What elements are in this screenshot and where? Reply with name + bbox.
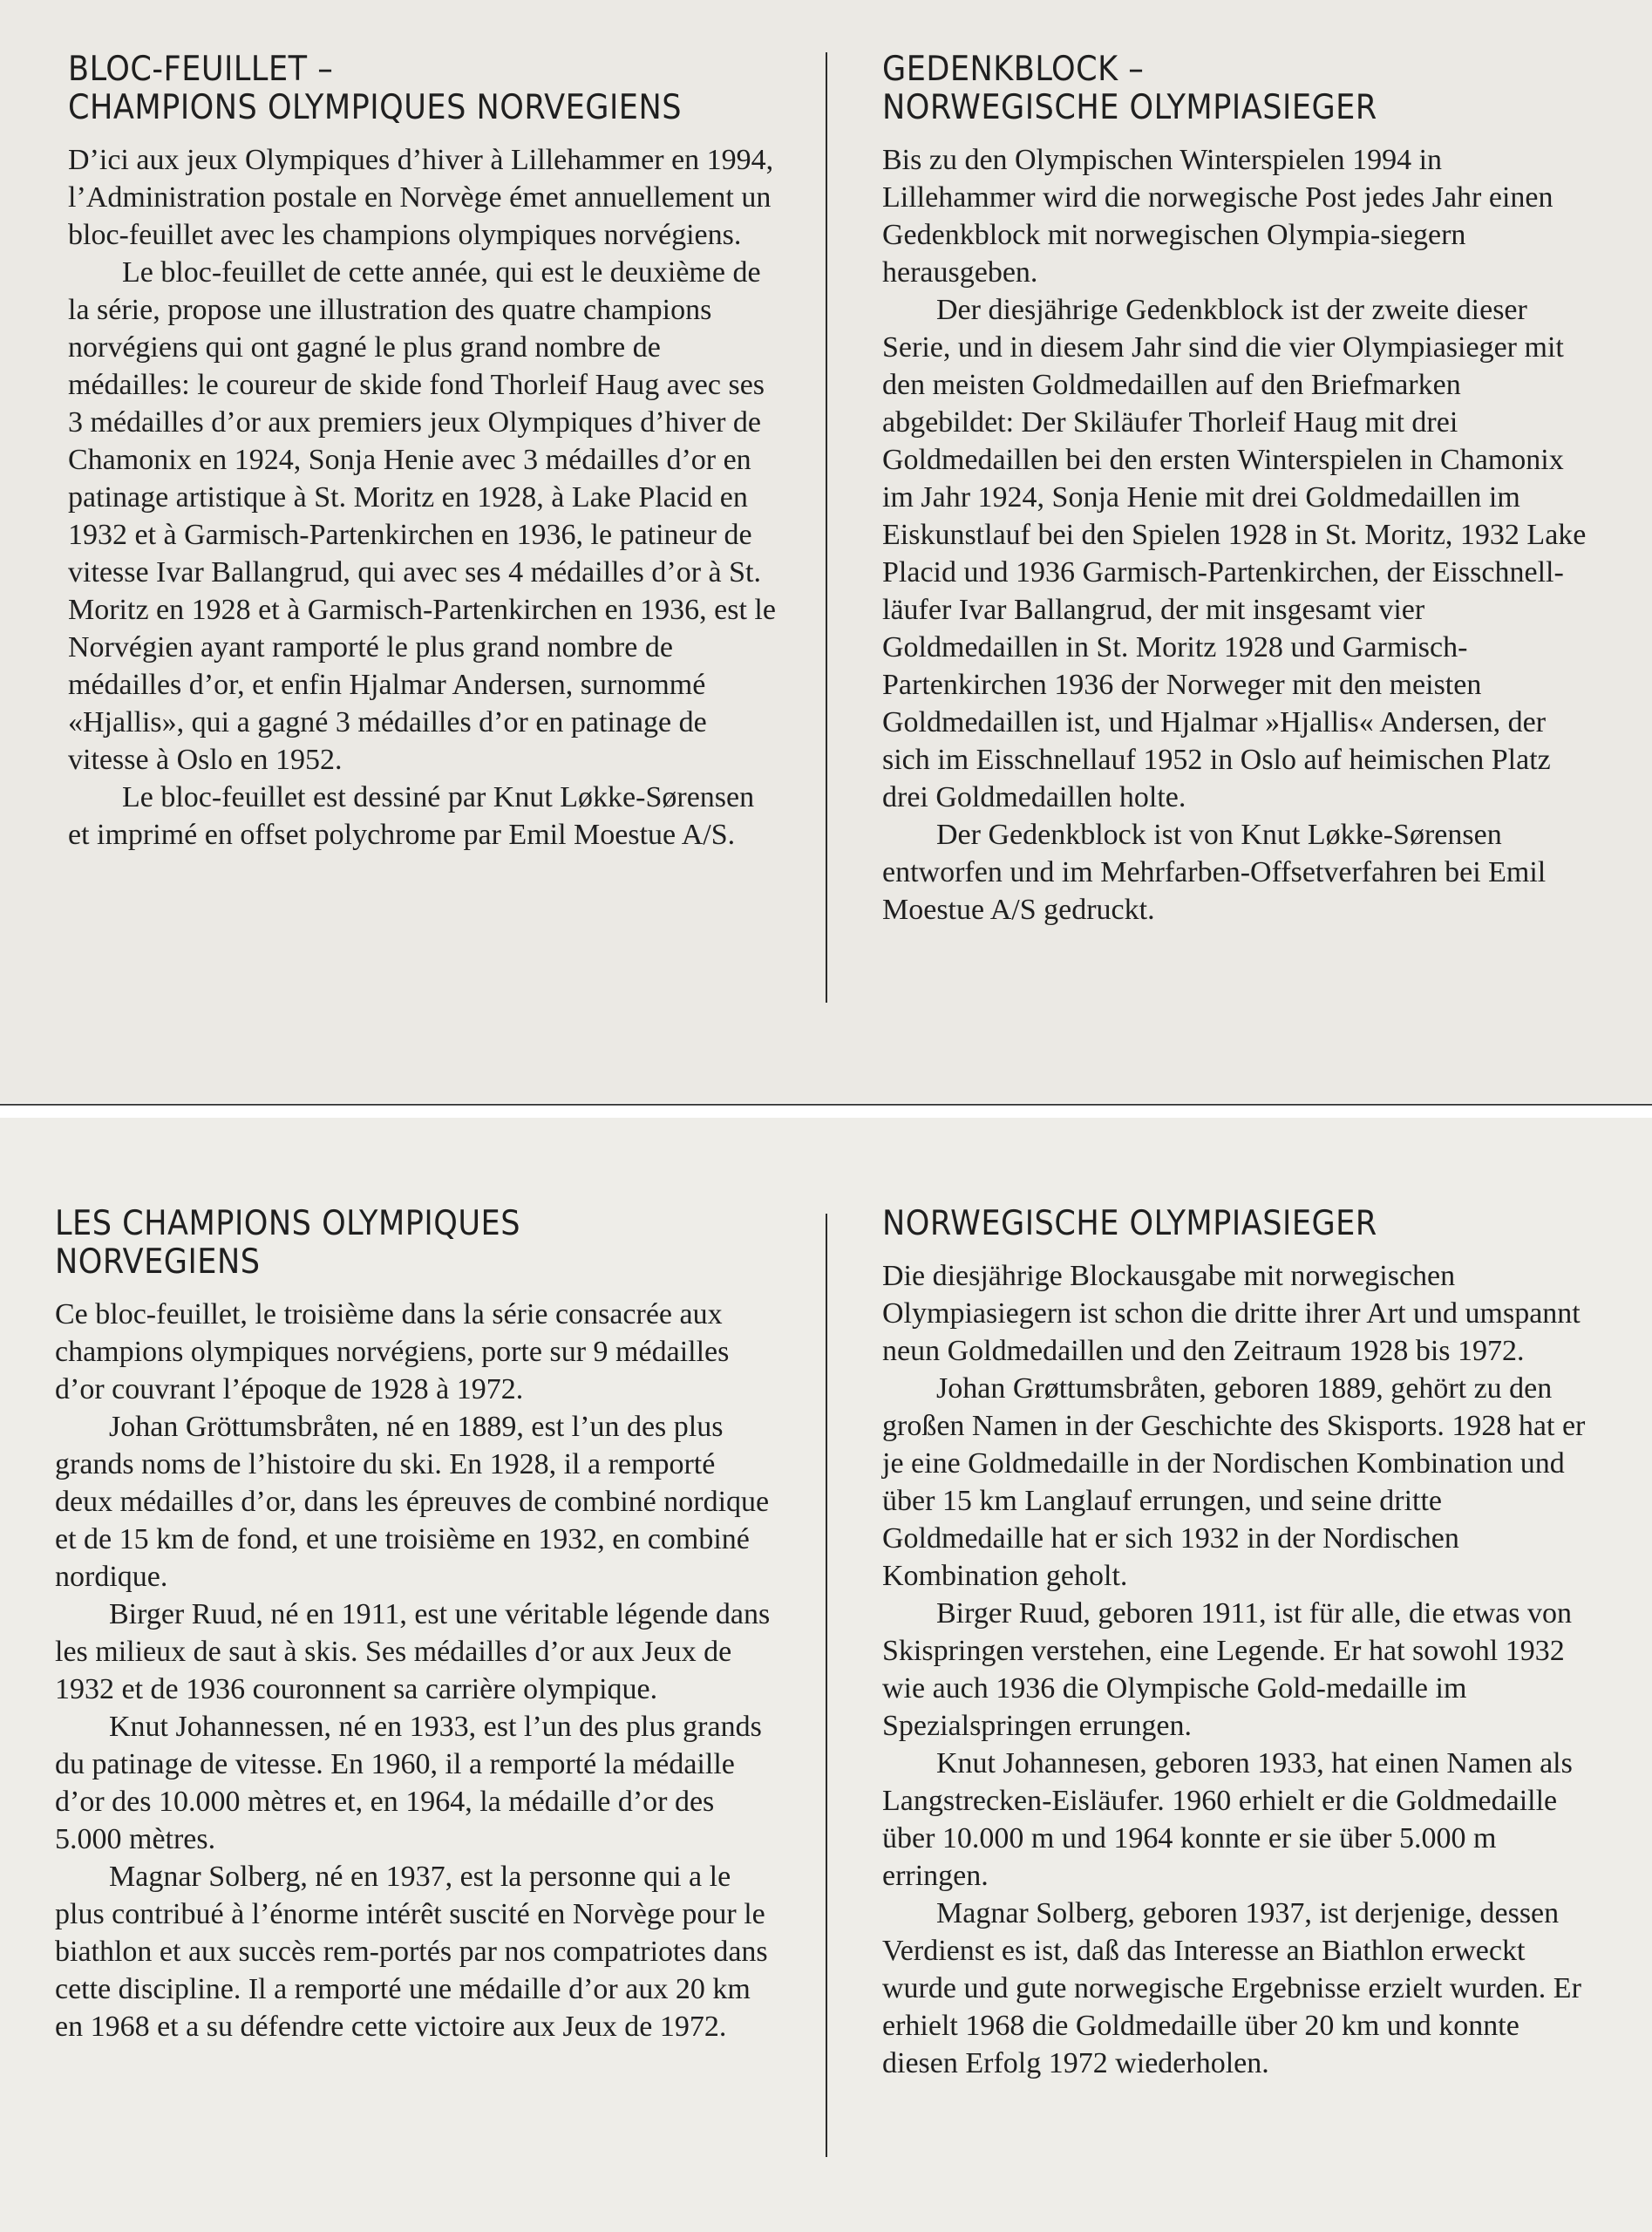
top-right-paragraph-2: Der diesjährige Gedenkblock ist der zweite dieser Serie, und in diesem Jahr sind die vier Olympiasieger mit den meisten Goldmedaillen auf den Briefmarken abgebildet: Der Skiläufer Thorleif Haug mit drei Goldmedaillen bei den ersten Winterspielen in Chamonix im Jahr 1924, Sonja Henie mit drei Goldmedaillen im Eiskunstlauf bei den Spielen 1928 in St. Moritz, 1932 Lake Placid und 1936 Garmisch-Partenkirchen, der Eisschnell-läufer Ivar Ballangrud, der mit insgesamt vier Goldmedaillen in St. Moritz 1928 und Garmisch-Partenkirchen 1936 der Norweger mit den meisten Goldmedaillen ist, und Hjalmar »Hjallis« Andersen, der sich im Eisschnellauf 1952 in Oslo auf heimischen Platz drei Goldmedaillen holte. [882, 294, 1587, 813]
bottom-right-paragraph-2: Johan Grøttumsbråten, geboren 1889, gehört zu den großen Namen in der Geschichte des Skisports. 1928 hat er je eine Goldmedaille in der Nordischen Kombination und über 15 km Langlauf errungen, und seine dritte Goldmedaille hat er sich 1932 in der Nordischen Kombination geholt. [882, 1372, 1586, 1592]
bottom-left-column [55, 1205, 774, 2045]
top-left-paragraph-3: Le bloc-feuillet est dessiné par Knut Løkke-Sørensen et imprimé en offset polychrome par Emil Moestue A/S. [68, 781, 755, 851]
bottom-right-paragraph-1: Die diesjährige Blockausgabe mit norwegischen Olympiasiegern ist schon die dritte ihrer Art und umspannt neun Goldmedaillen und den Zeitraum 1928 bis 1972. [882, 1260, 1581, 1367]
bottom-right-paragraph-5: Magnar Solberg, geboren 1937, ist derjenige, dessen Verdienst es ist, daß das Interesse an Biathlon erweckt wurde und gute norwegische Ergebnisse erzielt wurden. Er erhielt 1968 die Goldmedaille über 20 km und konnte diesen Erfolg 1972 wiederholen. [882, 1897, 1581, 2079]
bottom-right-paragraph-4: Knut Johannesen, geboren 1933, hat einen Namen als Langstrecken-Eisläufer. 1960 erhielt er die Goldmedaille über 10.000 m und 1964 konnte er sie über 5.000 m erringen. [882, 1747, 1573, 1892]
bottom-left-paragraph-5: Magnar Solberg, né en 1937, est la personne qui a le plus contribué à l’énorme intérêt suscité en Norvège pour le biathlon et aux succès rem-portés par nos compatriotes dans cette discipline. Il a remporté une médaille d’or aux 20 km en 1968 et a su défendre cette victoire aux Jeux de 1972. [55, 1861, 768, 2043]
card-divider [0, 1104, 1652, 1106]
bottom-left-paragraph-1: Ce bloc-feuillet, le troisième dans la série consacrée aux champions olympiques norvégiens, porte sur 9 médailles d’or couvrant l’époque de 1928 à 1972. [55, 1298, 730, 1405]
bottom-left-paragraph-3: Birger Ruud, né en 1911, est une véritable légende dans les milieux de saut à skis. Ses médailles d’or aux Jeux de 1932 et de 1936 couronnent sa carrière olympique. [55, 1598, 771, 1705]
top-column-rule [826, 52, 827, 1003]
bottom-left-title: LES CHAMPIONS OLYMPIQUES NORVEGIENS [55, 1204, 520, 1282]
bottom-right-title: NORWEGISCHE OLYMPIASIEGER [882, 1204, 1377, 1243]
bottom-left-paragraph-4: Knut Johannessen, né en 1933, est l’un des plus grands du patinage de vitesse. En 1960, il a remporté la médaille d’or des 10.000 mètres et, en 1964, la médaille d’or des 5.000 mètres. [55, 1711, 762, 1855]
bottom-right-paragraph-3: Birger Ruud, geboren 1911, ist für alle, die etwas von Skispringen verstehen, eine Legende. Er hat sowohl 1932 wie auch 1936 die Olympische Gold-medaille im Spezialspringen errungen. [882, 1597, 1572, 1742]
top-right-paragraph-1: Bis zu den Olympischen Winterspielen 1994 in Lillehammer wird die norwegische Post jedes Jahr einen Gedenkblock mit norwegischen Olympia-siegern herausgeben. [882, 144, 1553, 289]
bottom-right-column [882, 1205, 1597, 2082]
top-right-paragraph-3: Der Gedenkblock ist von Knut Løkke-Sørensen entworfen und im Mehrfarben-Offsetverfahren bei Emil Moestue A/S gedruckt. [882, 819, 1547, 926]
top-right-title: GEDENKBLOCK – NORWEGISCHE OLYMPIASIEGER [882, 50, 1377, 127]
top-left-paragraph-2: Le bloc-feuillet de cette année, qui est le deuxième de la série, propose une illustration des quatre champions norvégiens qui ont gagné le plus grand nombre de médailles: le coureur de skide fond Thorleif Haug avec ses 3 médailles d’or aux premiers jeux Olympiques d’hiver de Chamonix en 1924, Sonja Henie avec 3 médailles d’or en patinage artistique à St. Moritz en 1928, à Lake Placid en 1932 et à Garmisch-Partenkirchen en 1936, le patineur de vitesse Ivar Ballangrud, qui avec ses 4 médailles d’or à St. Moritz en 1928 et à Garmisch-Partenkirchen en 1936, est le Norvégien ayant ramporté le plus grand nombre de médailles d’or, et enfin Hjalmar Andersen, surnommé «Hjallis», qui a gagné 3 médailles d’or en patinage de vitesse à Oslo en 1952. [68, 256, 776, 776]
top-left-paragraph-1: D’ici aux jeux Olympiques d’hiver à Lillehammer en 1994, l’Administration postale en Norvège émet annuellement un bloc-feuillet avec les champions olympiques norvégiens. [68, 144, 774, 251]
bottom-column-rule [826, 1214, 827, 2157]
top-left-column [68, 51, 783, 854]
bottom-left-paragraph-2: Johan Gröttumsbråten, né en 1889, est l’un des plus grands noms de l’histoire du ski. En 1928, il a remporté deux médailles d’or, dans les épreuves de combiné nordique et de 15 km de fond, et une troisième en 1932, en combiné nordique. [55, 1411, 770, 1593]
top-left-title: BLOC-FEUILLET – CHAMPIONS OLYMPIQUES NORVEGIENS [68, 50, 682, 127]
top-right-column [882, 51, 1597, 929]
